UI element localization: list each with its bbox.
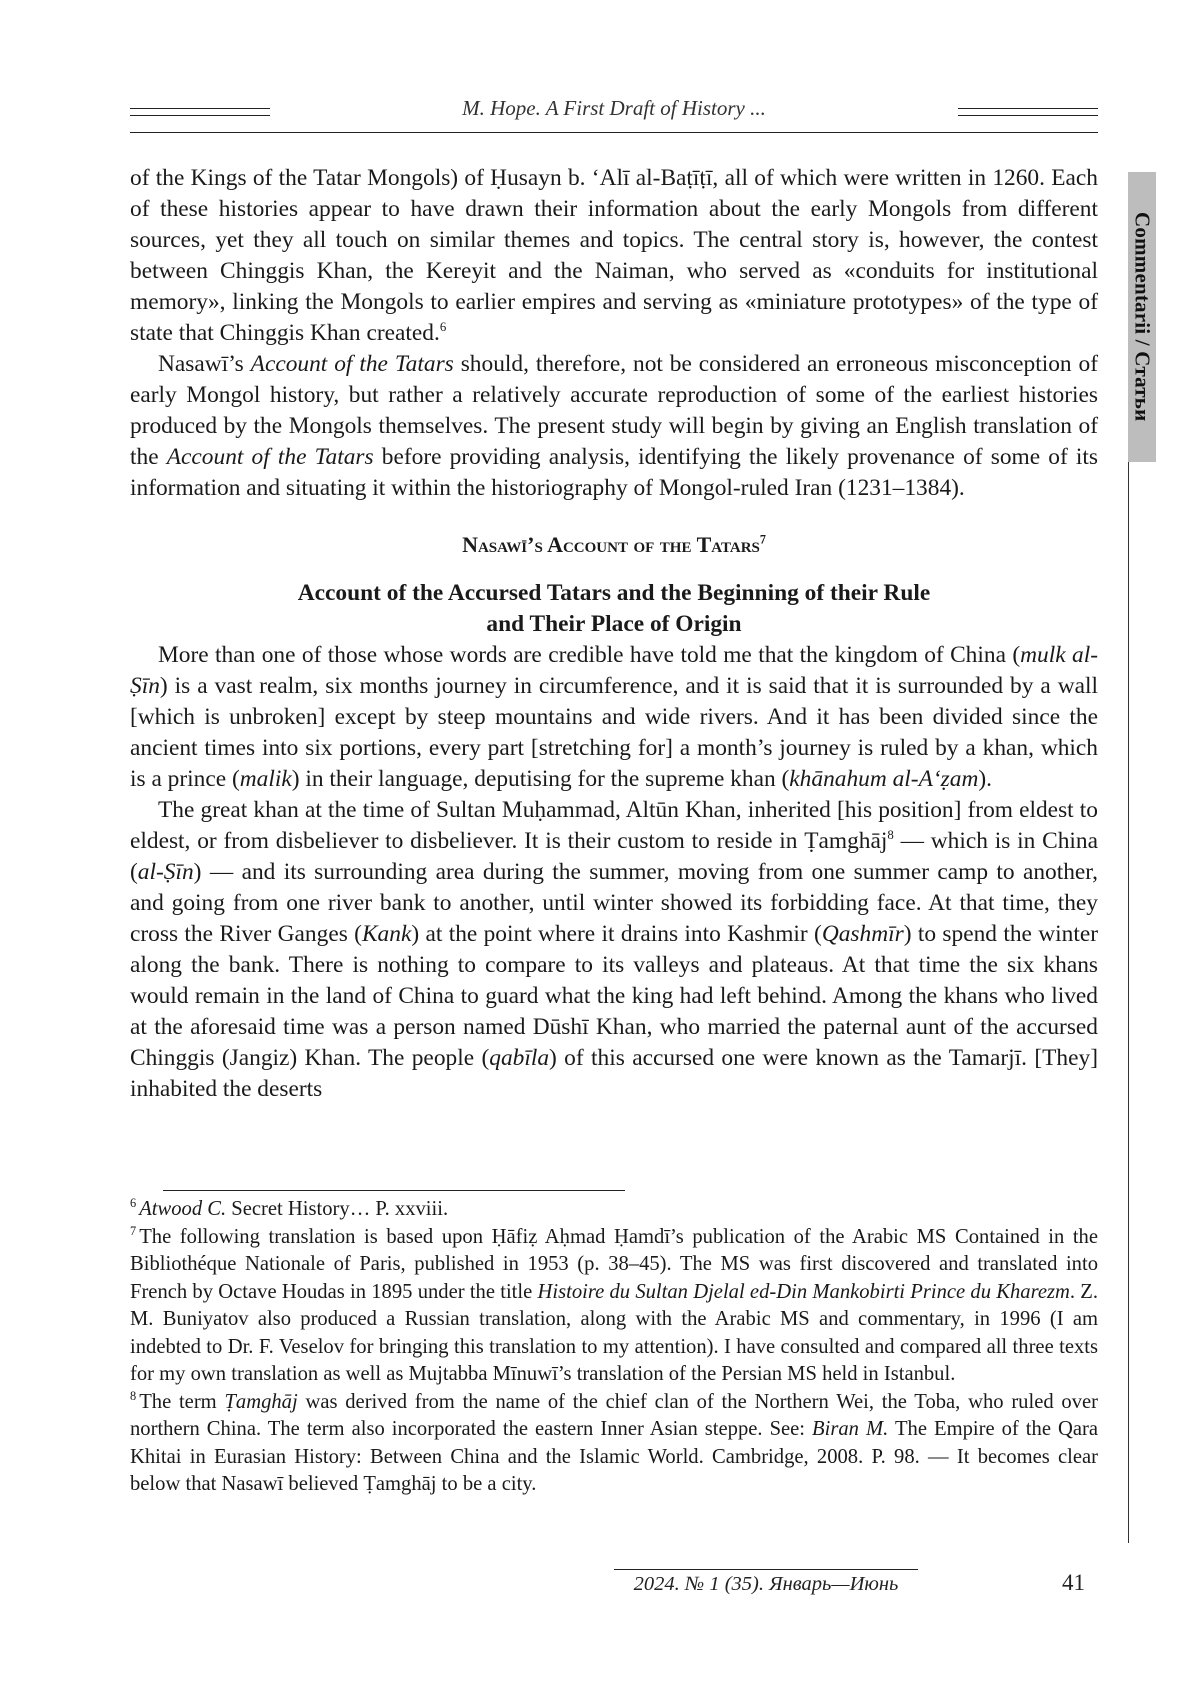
text-run: Nasawī’s	[158, 351, 251, 377]
book-title: Account of the Tatars	[166, 444, 374, 470]
term: malik	[239, 766, 292, 792]
term: mulk al-Ṣīn	[130, 642, 1098, 699]
text-run: The great khan at the time of Sultan Muḥammad, Altūn Khan, inherited [his position] from eldest to eldest, or from disbeliever to disbeliever. It is their custom to reside in Ṭamghāj	[130, 797, 1098, 854]
footnote-ref: 6	[439, 320, 447, 335]
term: Kank	[361, 921, 412, 947]
paragraph	[130, 640, 1098, 795]
paragraph-text: of the Kings of the Tatar Mongols) of Ḥusayn b. ‘Alī al-Baṭīṭī, all of which were written in 1260. Each of these histories appear to have drawn their information about the early Mongols from different sources, yet they all touch on similar themes and topics. The central story is, however, the contest between Chinggis Khan, the Kereyit and the Naiman, who served as «conduits for institutional memory», linking the Mongols to earlier empires and serving as «miniature prototypes» of the type of state that Chinggis Khan created.	[130, 165, 1098, 346]
term: al-Ṣīn	[137, 859, 194, 885]
footnote-separator	[163, 1190, 625, 1191]
text-run: before providing analysis, identifying the likely provenance of some of its information and situating it within the historiography of Mongol-ruled Iran (1231–1384).	[130, 444, 1099, 501]
section-heading-text: Nasawī’s Account of the Tatars	[462, 532, 760, 557]
text-run: ) to spend the winter along the bank. There is nothing to compare to its valleys and plateaus. At that time the six khans would remain in the land of China to guard what the king had left behind. Among the khans who lived at the aforesaid time was a person named Dūshī Khan, who married the paternal aunt of the accursed Chinggis (Jangiz) Khan. The people (	[130, 921, 1098, 1071]
text-run: . Z. M. Buniyatov also produced a Russian translation, along with the Arabic MS and commentary, in 1996 (I am indebted to Dr. F. Veselov for bringing this translation to my attention). I have consulted and compared all three texts for my own translation as well as Mujtabba Mīnuwī’s translation of the Persian MS held in Istanbul.	[130, 1280, 1098, 1385]
footnote-ref: 8	[887, 828, 894, 843]
chapter-heading-line: and Their Place of Origin	[486, 611, 742, 637]
text-run: ) — and its surrounding area during the summer, moving from one summer camp to another, and going from one river bank to another, until winter showed its forbidding face. At that time, they cross the River Ganges (	[130, 859, 1098, 947]
footnote	[130, 1224, 1098, 1389]
text-run: ) in their language, deputising for the supreme khan (	[291, 766, 790, 792]
term: qabīla	[489, 1045, 550, 1071]
text-run: — which is in China (	[130, 828, 1099, 885]
text-run: ) at the point where it drains into Kashmir (	[411, 921, 822, 947]
book-title: Histoire du Sultan Djelal ed-Din Mankobirti Prince du Kharezm	[537, 1280, 1070, 1303]
section-side-tab-label: Commentarii / Статьи	[1130, 212, 1155, 422]
section-side-tab	[1128, 172, 1156, 462]
page-number: 41	[1062, 1570, 1085, 1595]
footnote	[130, 1196, 1098, 1224]
paragraph	[130, 349, 1098, 504]
chapter-heading-line: Account of the Accursed Tatars and the Beginning of their Rule	[297, 580, 931, 606]
running-title: M. Hope. A First Draft of History ...	[462, 96, 766, 120]
text-run: ) of this accursed one were known as the Tamarjī. [They] inhabited the deserts	[130, 1045, 1098, 1102]
book-title: Account of the Tatars	[250, 351, 454, 377]
footnote-number: 6	[130, 1196, 137, 1211]
chapter-heading	[130, 578, 1098, 640]
text-run: The term	[139, 1390, 225, 1413]
text-run: should, therefore, not be considered an erroneous misconception of early Mongol history, but rather a relatively accurate reproduction of some of the earliest histories produced by the Mongols themselves. The present study will begin by giving an English translation of the	[130, 351, 1098, 470]
footer-rule	[614, 1569, 918, 1570]
footnote-author: Biran M.	[812, 1418, 889, 1440]
paragraph	[130, 795, 1098, 1105]
footnote-number: 7	[130, 1223, 137, 1238]
term: khānahum al-A‘ẓam	[789, 766, 979, 792]
term: Qashmīr	[821, 921, 904, 947]
footnote-author: Atwood C.	[139, 1198, 227, 1220]
header-underline	[130, 132, 1098, 133]
footnote-number: 8	[130, 1388, 137, 1403]
footnote	[130, 1389, 1098, 1499]
section-heading	[130, 530, 1098, 560]
journal-issue: 2024. № 1 (35). Январь—Июнь	[633, 1573, 899, 1595]
text-run: was derived from the name of the chief clan of the Northern Wei, the Toba, who ruled over northern China. The term also incorporated the eastern Inner Asian steppe. See:	[130, 1390, 1098, 1440]
text-run: The following translation is based upon Ḥāfiẓ Aḥmad Ḥamdī’s publication of the Arabic MS Contained in the Bibliothéque Nationale of Paris, published in 1953 (p. 38–45). The MS was first discovered and translated into French by Octave Houdas in 1895 under the title	[130, 1225, 1098, 1303]
footnote-ref: 7	[759, 532, 766, 547]
footnotes	[130, 1196, 1098, 1499]
text-run: ) is a vast realm, six months journey in circumference, and it is said that it is surrounded by a wall [which is unbroken] except by steep mountains and wide rivers. And it has been divided since the ancient times into six portions, every part [stretching for] a month’s journey is ruled by a khan, which is a prince (	[130, 673, 1098, 792]
text-run: Secret History… P. xxviii.	[226, 1198, 449, 1220]
term: Ṭamghāj	[224, 1390, 298, 1413]
text-run: More than one of those whose words are credible have told me that the kingdom of China (	[158, 642, 1021, 668]
paragraph	[130, 163, 1098, 349]
article-body	[130, 163, 1098, 1105]
text-run: The Empire of the Qara Khitai in Eurasian History: Between China and the Islamic World. Cambridge, 2008. P. 98. — It becomes clear below that Nasawī believed Ṭamghāj to be a city.	[130, 1418, 1098, 1495]
side-vertical-rule	[1128, 462, 1129, 1543]
header-double-rule-right	[958, 108, 1098, 116]
running-header	[130, 96, 1098, 136]
text-run: ).	[978, 766, 992, 792]
